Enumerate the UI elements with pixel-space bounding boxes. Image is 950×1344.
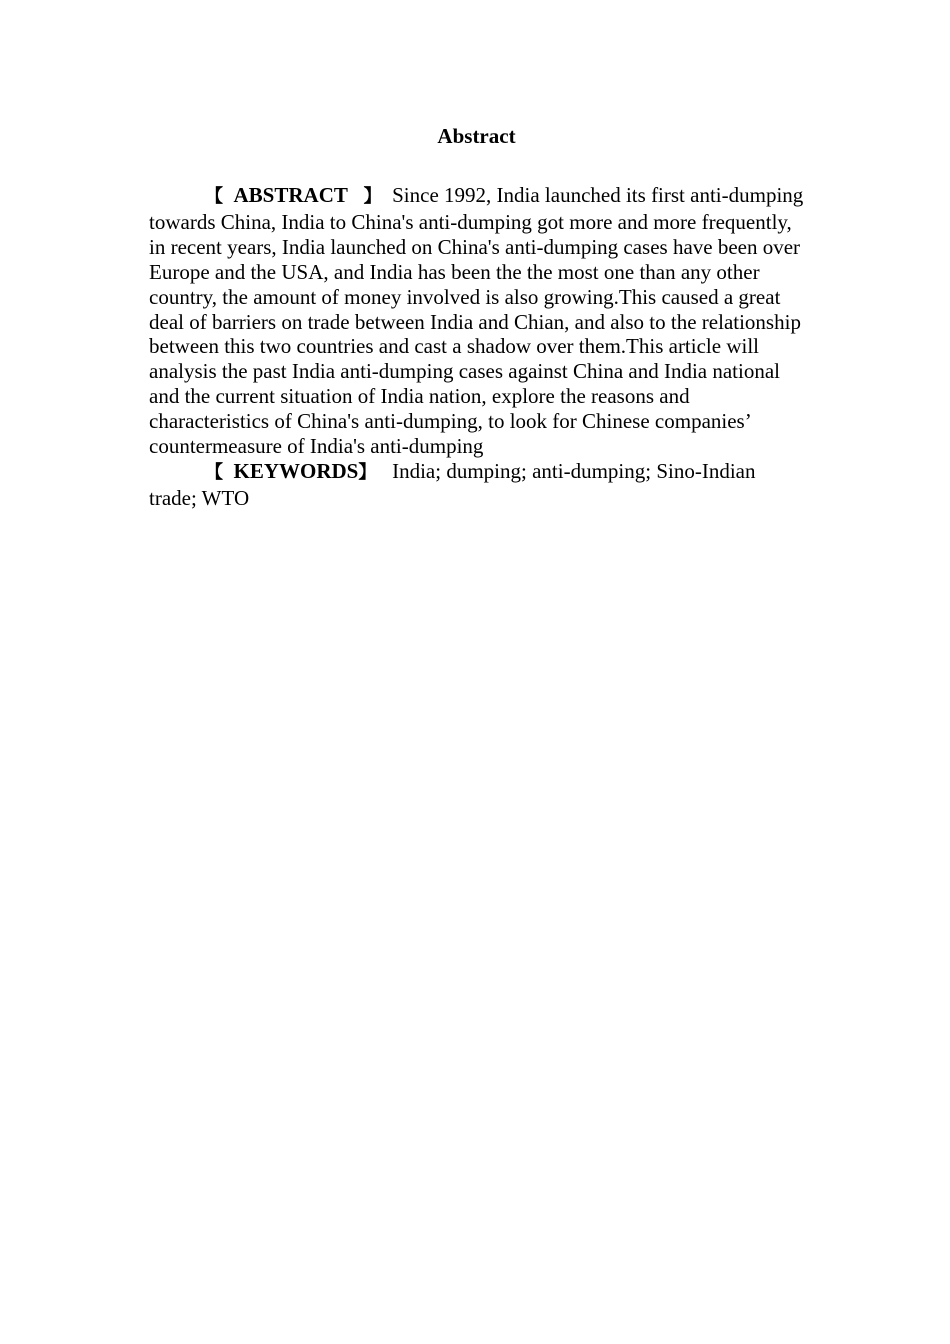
keywords-open-bracket: 【: [205, 461, 223, 483]
keywords-label-text: KEYWORDS: [233, 458, 359, 483]
keywords-label: [205, 459, 376, 483]
abstract-open-bracket: 【: [205, 186, 223, 207]
abstract-label: [205, 183, 382, 207]
abstract-label-text: ABSTRACT: [233, 183, 348, 207]
document-body: [149, 123, 804, 511]
page-title: Abstract: [437, 124, 516, 148]
abstract-text: Since 1992, India launched its first anti-dumping towards China, India to China's anti-dumping got more and more frequently, in recent years, India launched on China's anti-dumping cases have been over Europe and the USA, and India has been the the most one than any other country, the amount of money involved is also growing.This caused a great deal of barriers on trade between India and Chian, and also to the relationship between this two countries and cast a shadow over them.This article will analysis the past India anti-dumping cases against China and India national and the current situation of India nation, explore the reasons and characteristics of China's anti-dumping, to look for Chinese companies’ countermeasure of India's anti-dumping: [149, 183, 804, 459]
keywords-paragraph: [149, 459, 804, 511]
abstract-close-bracket: 】: [363, 186, 382, 207]
keywords-close-bracket: 】: [358, 461, 377, 483]
abstract-paragraph: [149, 183, 804, 459]
keywords-text: India; dumping; anti-dumping; Sino-Indian trade; WTO: [149, 458, 756, 510]
